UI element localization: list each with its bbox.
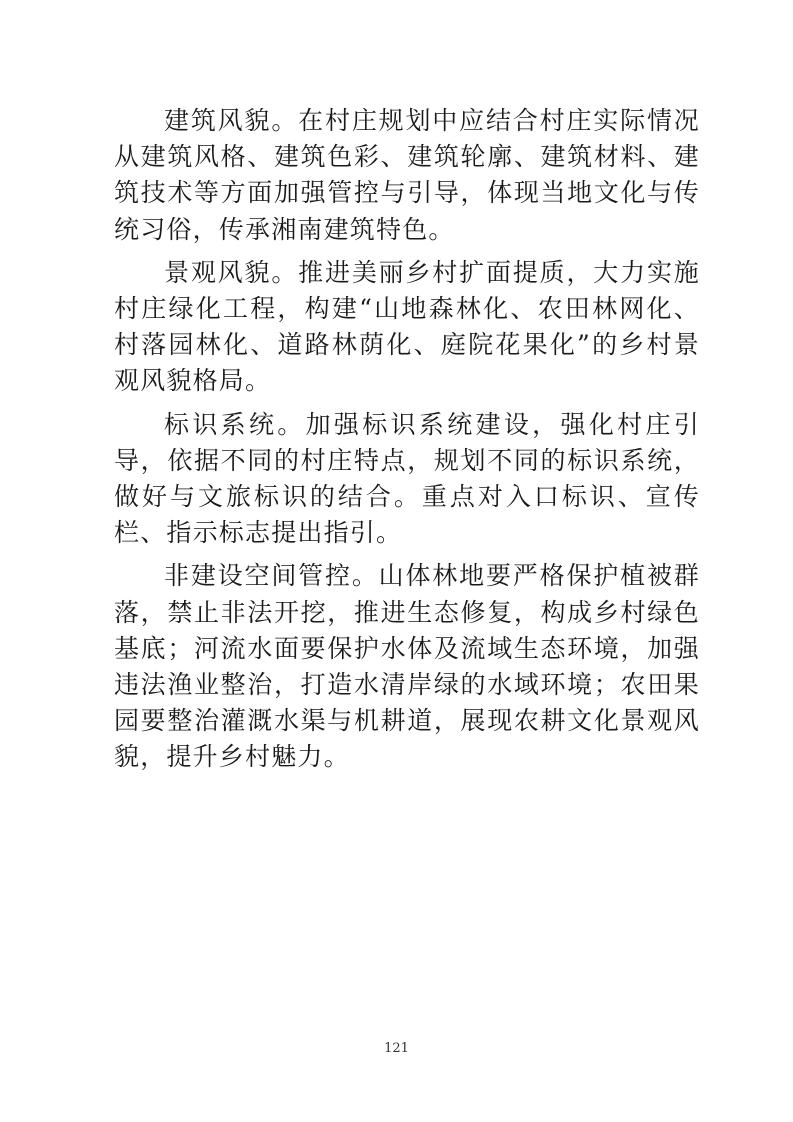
paragraph-architecture-style: 建筑风貌。在村庄规划中应结合村庄实际情况从建筑风格、建筑色彩、建筑轮廓、建筑材料、建筑技术等方面加强管控与引导，体现当地文化与传统习俗，传承湘南建筑特色。 <box>114 106 700 244</box>
page-number: 121 <box>384 1041 409 1056</box>
body-text <box>114 103 700 776</box>
paragraph-landscape-style: 景观风貌。推进美丽乡村扩面提质，大力实施村庄绿化工程，构建“山地森林化、农田林网化、村落园林化、道路林荫化、庭院花果化”的乡村景观风貌格局。 <box>114 257 700 396</box>
paragraph-non-construction-space: 非建设空间管控。山体林地要严格保护植被群落，禁止非法开挖，推进生态修复，构成乡村绿色基底；河流水面要保护水体及流域生态环境，加强违法渔业整治，打造水清岸绿的水域环境；农田果园要整治灌溉水渠与机耕道，展现农耕文化景观风貌，提升乡村魅力。 <box>114 561 700 772</box>
paragraph-signage-system: 标识系统。加强标识系统建设，强化村庄引导，依据不同的村庄特点，规划不同的标识系统，做好与文旅标识的结合。重点对入口标识、宣传栏、指示标志提出指引。 <box>114 409 700 548</box>
